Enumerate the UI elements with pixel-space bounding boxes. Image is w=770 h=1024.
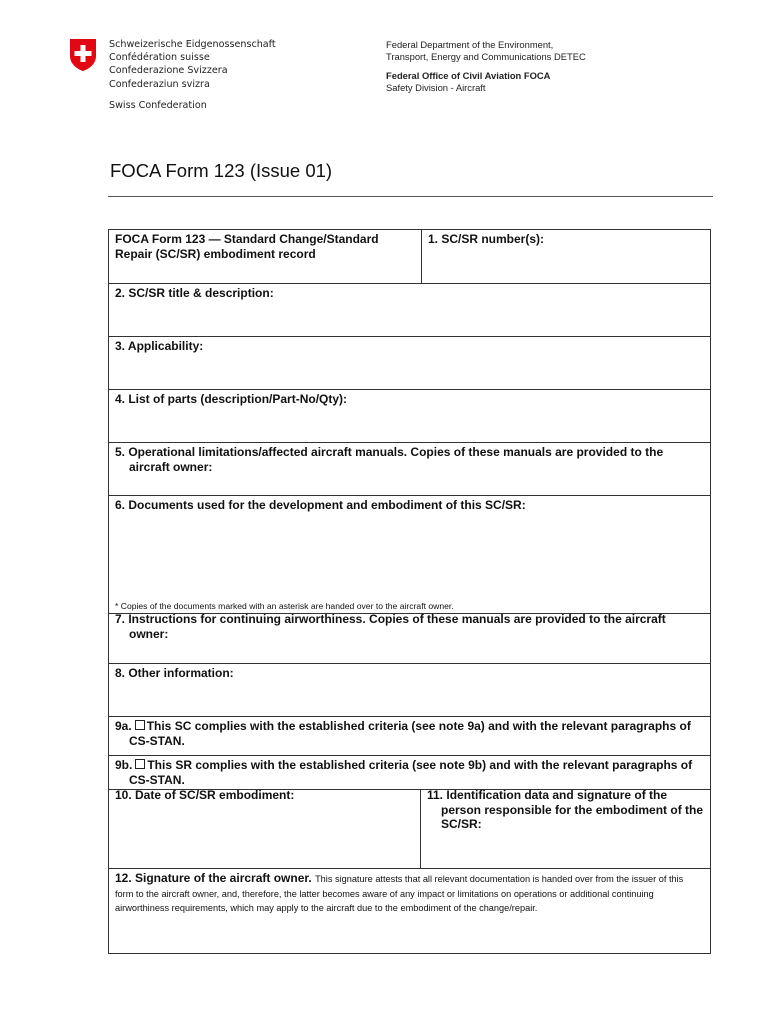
confederation-names xyxy=(109,38,276,112)
responsible-person-label: 11. Identification data and signature of the person responsible for the embodiment of the SC/SR: xyxy=(427,788,704,831)
office-name: Federal Office of Civil Aviation FOCA xyxy=(386,69,551,81)
department-line: Federal Department of the Environment, xyxy=(386,39,554,50)
embodiment-date-field[interactable] xyxy=(109,786,420,866)
division-name: Safety Division - Aircraft xyxy=(386,82,486,94)
confederation-line: Schweizerische Eidgenossenschaft xyxy=(109,39,276,50)
sc-compliance-checkbox[interactable] xyxy=(135,720,145,730)
responsible-person-field[interactable] xyxy=(421,786,710,866)
department-info xyxy=(386,39,586,95)
parts-list-label: 4. List of parts (description/Part-No/Qty): xyxy=(115,392,348,406)
title-description-field[interactable] xyxy=(109,284,710,336)
swiss-confederation: Swiss Confederation xyxy=(109,99,207,111)
sr-compliance-label: This SR complies with the established criteria (see note 9b) and with the relevant paragraphs of CS-STAN. xyxy=(129,758,693,787)
confederation-line: Confederaziun svizra xyxy=(109,78,210,90)
department-line: Transport, Energy and Communications DETEC xyxy=(386,51,586,63)
sr-compliance-row xyxy=(109,756,710,788)
sr-compliance-prefix: 9b. xyxy=(115,758,133,772)
sc-sr-number-label: 1. SC/SR number(s): xyxy=(428,232,545,246)
other-information-field[interactable] xyxy=(109,664,710,716)
documents-field[interactable] xyxy=(109,496,710,613)
form-title: FOCA Form 123 — Standard Change/Standard Repair (SC/SR) embodiment record xyxy=(115,232,379,261)
operational-limitations-label: 5. Operational limitations/affected aircraft manuals. Copies of these manuals are provided to the aircraft owner: xyxy=(115,445,664,474)
document-title: FOCA Form 123 (Issue 01) xyxy=(110,160,333,181)
other-information-label: 8. Other information: xyxy=(115,666,234,680)
applicability-field[interactable] xyxy=(109,337,710,389)
documents-label: 6. Documents used for the development and embodiment of this SC/SR: xyxy=(115,498,526,512)
continuing-airworthiness-label: 7. Instructions for continuing airworthiness. Copies of these manuals are provided to the aircraft owner: xyxy=(115,612,666,641)
sc-sr-number-field[interactable] xyxy=(422,230,710,283)
continuing-airworthiness-field[interactable] xyxy=(109,610,710,663)
title-divider xyxy=(108,196,713,197)
owner-signature-text: This signature attests that all relevant documentation is handed over from the issuer of this form to the aircraft owner, and, therefore, the latter becomes aware of any impact or limitations on operations or additional continuing airworthiness requirements, which may apply to the aircraft due to the embodiment of the change/repair. xyxy=(115,874,684,913)
sc-compliance-prefix: 9a. xyxy=(115,719,132,733)
parts-list-field[interactable] xyxy=(109,390,710,442)
sc-compliance-label: This SC complies with the established criteria (see note 9a) and with the relevant paragraphs of CS-STAN. xyxy=(129,719,691,748)
sr-compliance-checkbox[interactable] xyxy=(135,759,145,769)
owner-signature-label: 12. Signature of the aircraft owner. xyxy=(115,871,312,885)
swiss-cross-icon xyxy=(68,38,98,72)
operational-limitations-field[interactable] xyxy=(109,443,710,495)
title-description-label: 2. SC/SR title & description: xyxy=(115,286,274,300)
form-table xyxy=(108,229,711,954)
sc-compliance-row xyxy=(109,717,710,755)
form-title-cell xyxy=(109,230,421,283)
owner-signature-field[interactable] xyxy=(109,869,710,953)
applicability-label: 3. Applicability: xyxy=(115,339,204,353)
confederation-line: Confederazione Svizzera xyxy=(109,65,228,77)
documents-footnote: * Copies of the documents marked with an asterisk are handed over to the aircraft owner. xyxy=(115,601,454,611)
embodiment-date-label: 10. Date of SC/SR embodiment: xyxy=(115,788,295,802)
confederation-line: Confédération suisse xyxy=(109,52,210,64)
